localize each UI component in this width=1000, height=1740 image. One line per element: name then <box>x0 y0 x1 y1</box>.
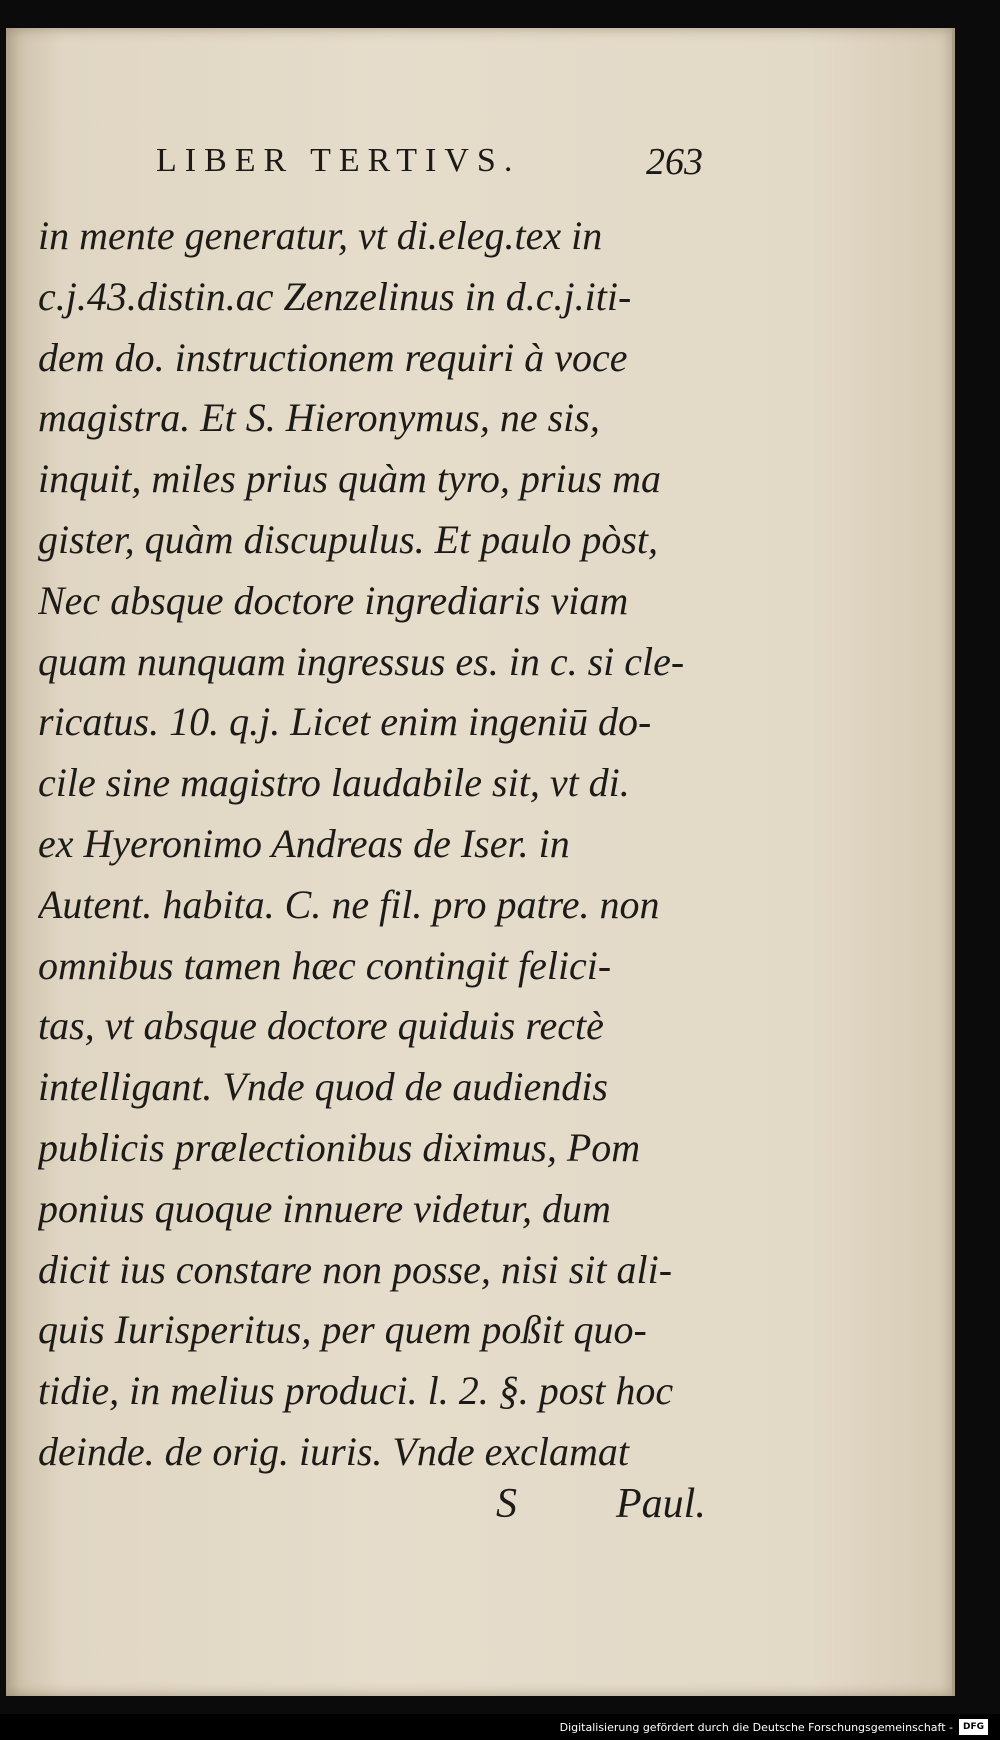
text-line: Autent. habita. C. ne fil. pro patre. non <box>38 881 660 927</box>
text-line: Nec absque doctore ingrediaris viam <box>38 577 629 623</box>
text-line: inquit, miles prius quàm tyro, prius ma <box>38 456 661 502</box>
page-number: 263 <box>646 141 703 183</box>
footer-credit <box>560 1719 988 1735</box>
text-line: dem do. instructionem requiri à voce <box>38 334 628 380</box>
text-line: publicis prælectionibus diximus, Pom <box>38 1124 641 1170</box>
text-line: intelligant. Vnde quod de audiendis <box>38 1064 608 1110</box>
text-line: cile sine magistro laudabile sit, vt di. <box>38 760 630 806</box>
text-line: ricatus. 10. q.j. Licet enim ingeniū do- <box>38 699 652 745</box>
footer-bar <box>0 1714 1000 1740</box>
signature-mark: S <box>496 1481 517 1527</box>
body-text <box>38 206 738 1483</box>
text-line: quis Iurisperitus, per quem poßit quo- <box>38 1307 647 1353</box>
text-line: gister, quàm discupulus. Et paulo pòst, <box>38 516 659 562</box>
text-line: ex Hyeronimo Andreas de Iser. in <box>38 820 570 866</box>
catchword: Paul. <box>616 1481 706 1527</box>
text-line: dicit ius constare non posse, nisi sit ali- <box>38 1246 673 1292</box>
funding-credit-text: Digitalisierung gefördert durch die Deutsche Forschungsgemeinschaft - <box>559 1720 953 1734</box>
text-line: ponius quoque innuere videtur, dum <box>38 1185 611 1231</box>
dfg-logo-icon: DFG <box>959 1719 988 1735</box>
text-line: in mente generatur, vt di.eleg.tex in <box>38 213 603 258</box>
catchwords <box>496 1480 756 1540</box>
text-line: tas, vt absque doctore quiduis rectè <box>38 1003 604 1049</box>
text-line: magistra. Et S. Hieronymus, ne sis, <box>38 395 600 441</box>
text-line: tidie, in melius produci. l. 2. §. post hoc <box>38 1368 674 1414</box>
book-page <box>6 28 955 1696</box>
text-line: c.j.43.distin.ac Zenzelinus in d.c.j.iti- <box>38 273 632 319</box>
text-line: quam nunquam ingressus es. in c. si cle- <box>38 638 685 684</box>
running-title: LIBER TERTIVS. <box>156 142 521 179</box>
text-line: omnibus tamen hæc contingit felici- <box>38 942 612 988</box>
text-line: deinde. de orig. iuris. Vnde exclamat <box>38 1428 629 1474</box>
